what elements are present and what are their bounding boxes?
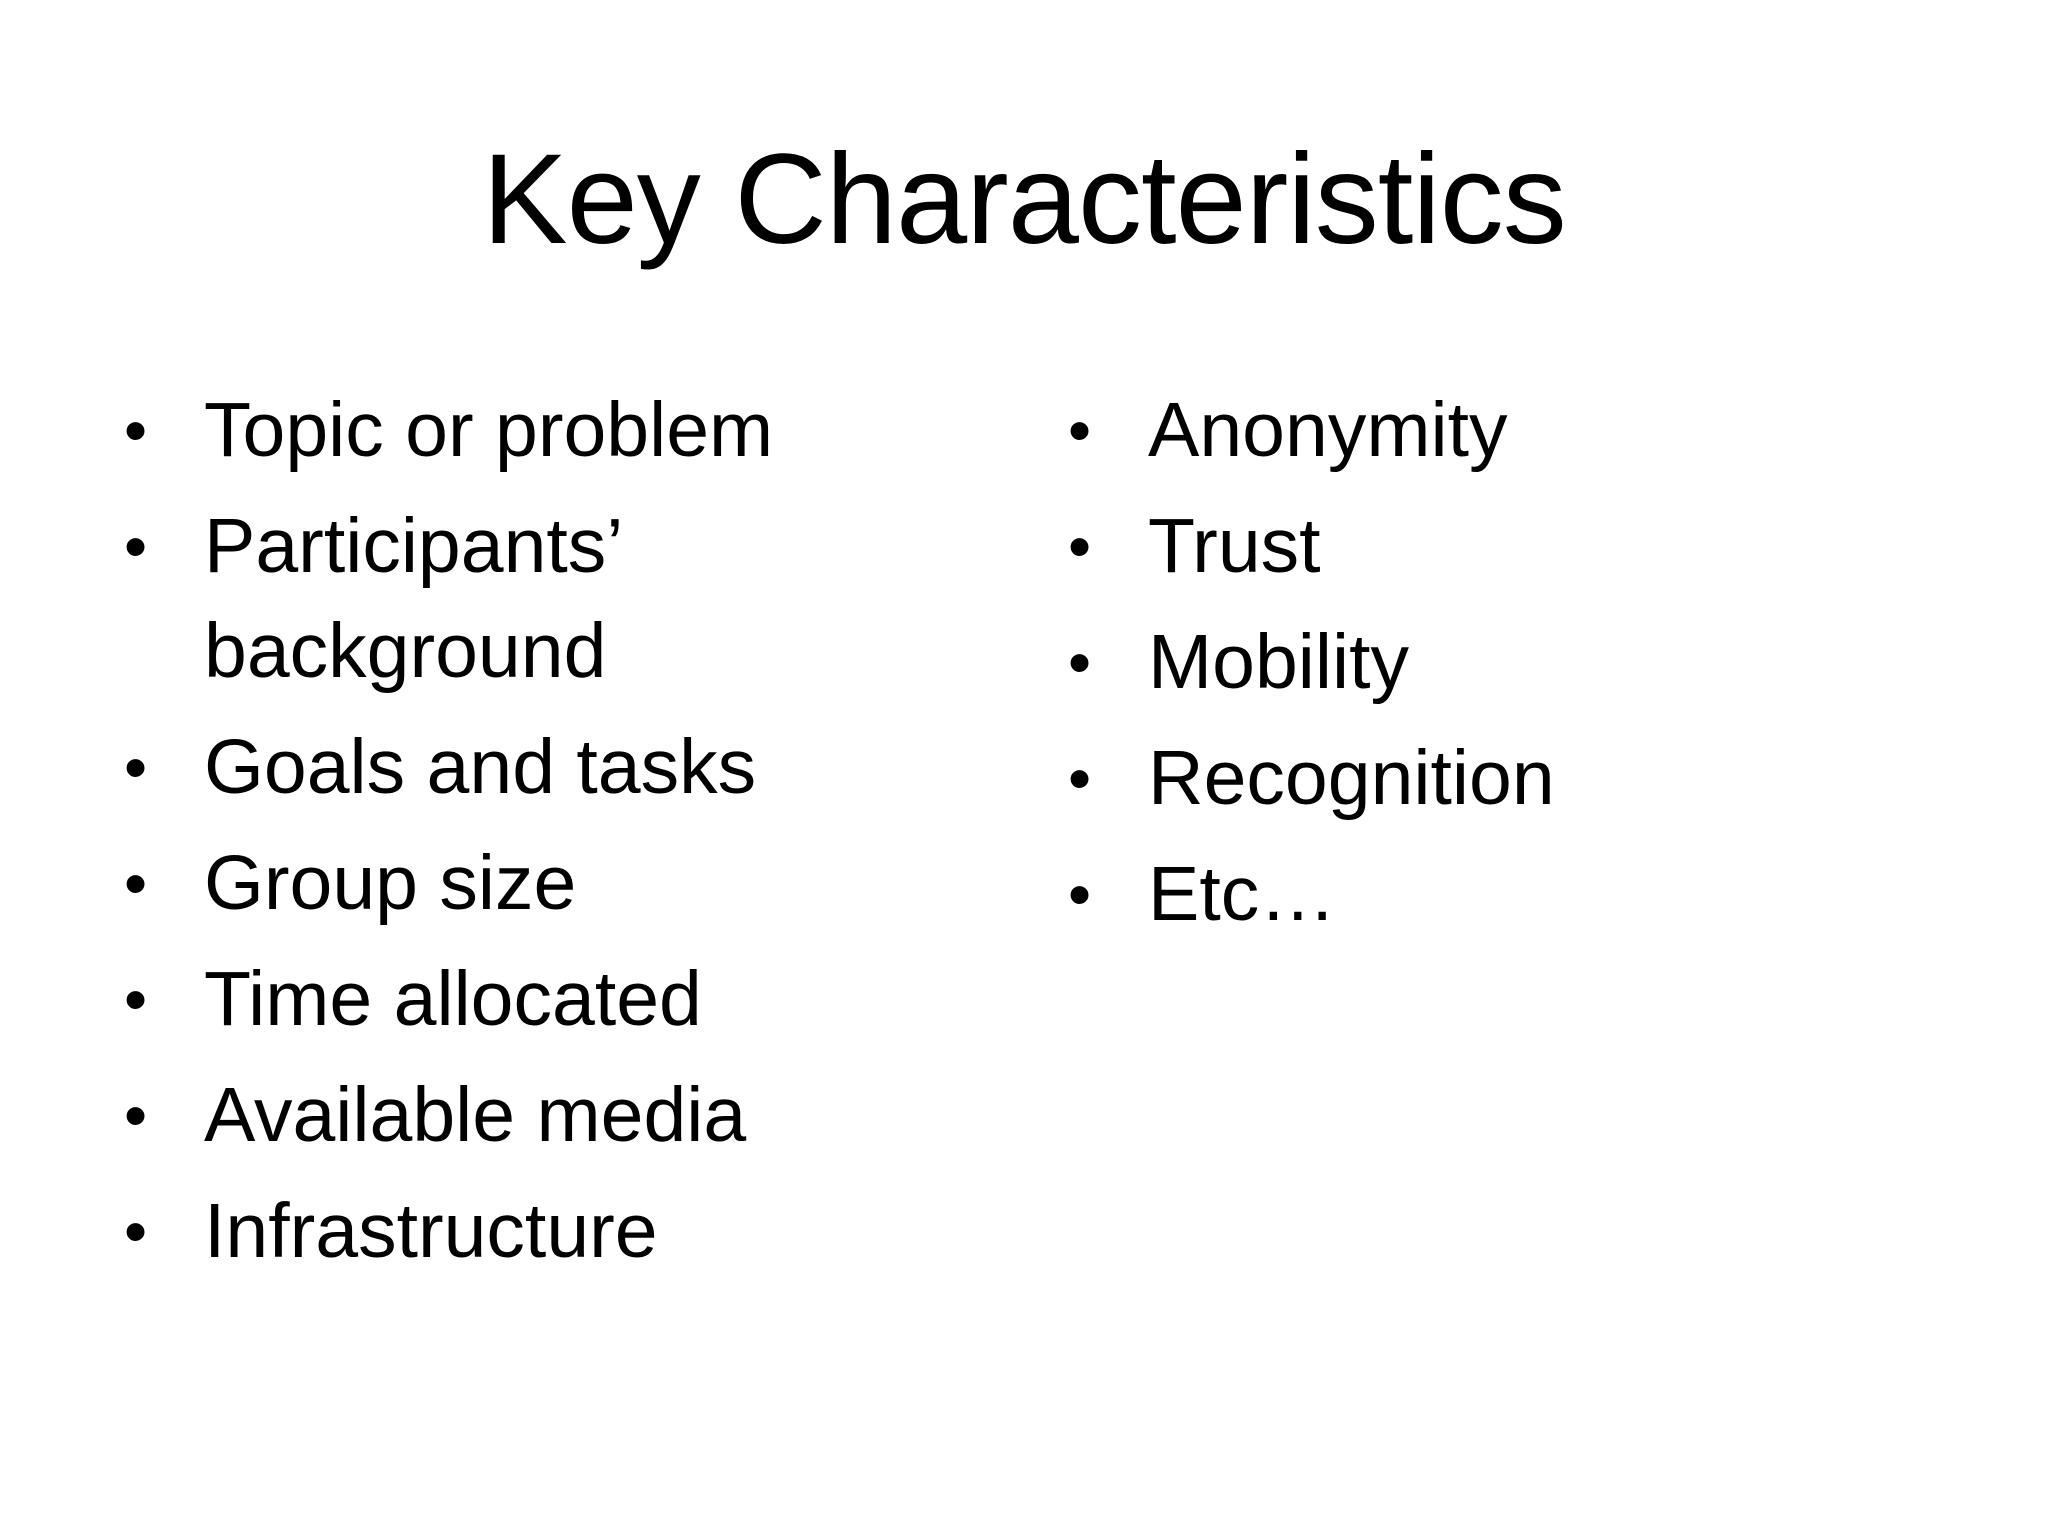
bullet-icon: •	[124, 1194, 148, 1268]
list-item	[124, 1063, 1024, 1168]
list-item-text: Anonymity	[1148, 387, 1508, 473]
list-item-text: Available media	[204, 1072, 747, 1158]
right-bullet-list	[1068, 378, 1968, 958]
list-item-text: Group size	[204, 840, 577, 926]
list-item-text: Mobility	[1148, 619, 1410, 705]
list-item-text: Time allocated	[204, 956, 702, 1042]
list-item-text: Trust	[1148, 503, 1321, 589]
list-item-text: Etc…	[1148, 851, 1337, 937]
list-item	[124, 1179, 1024, 1284]
bullet-icon: •	[124, 393, 148, 467]
slide-title: Key Characteristics	[482, 128, 1566, 271]
bullet-icon: •	[124, 1078, 148, 1152]
bullet-icon: •	[124, 962, 148, 1036]
bullet-icon: •	[124, 509, 148, 583]
list-item	[124, 715, 1024, 820]
list-item	[124, 831, 1024, 936]
list-item-text: Topic or problem	[204, 387, 774, 473]
bullet-icon: •	[1068, 393, 1092, 467]
list-item	[124, 378, 1024, 483]
list-item	[1068, 842, 1968, 947]
list-item	[124, 947, 1024, 1052]
list-item	[1068, 610, 1968, 715]
list-item-text: Recognition	[1148, 735, 1555, 821]
list-item-text: Infrastructure	[204, 1188, 658, 1274]
list-item	[1068, 726, 1968, 831]
list-item-text: Goals and tasks	[204, 724, 757, 810]
list-item	[1068, 494, 1968, 599]
bullet-icon: •	[1068, 625, 1092, 699]
bullet-icon: •	[124, 846, 148, 920]
bullet-icon: •	[1068, 857, 1092, 931]
bullet-icon: •	[1068, 741, 1092, 815]
left-bullet-list	[124, 378, 1024, 1295]
list-item-text: Participants’ background	[204, 503, 621, 694]
bullet-icon: •	[124, 730, 148, 804]
list-item	[1068, 378, 1968, 483]
list-item	[124, 494, 724, 704]
bullet-icon: •	[1068, 509, 1092, 583]
